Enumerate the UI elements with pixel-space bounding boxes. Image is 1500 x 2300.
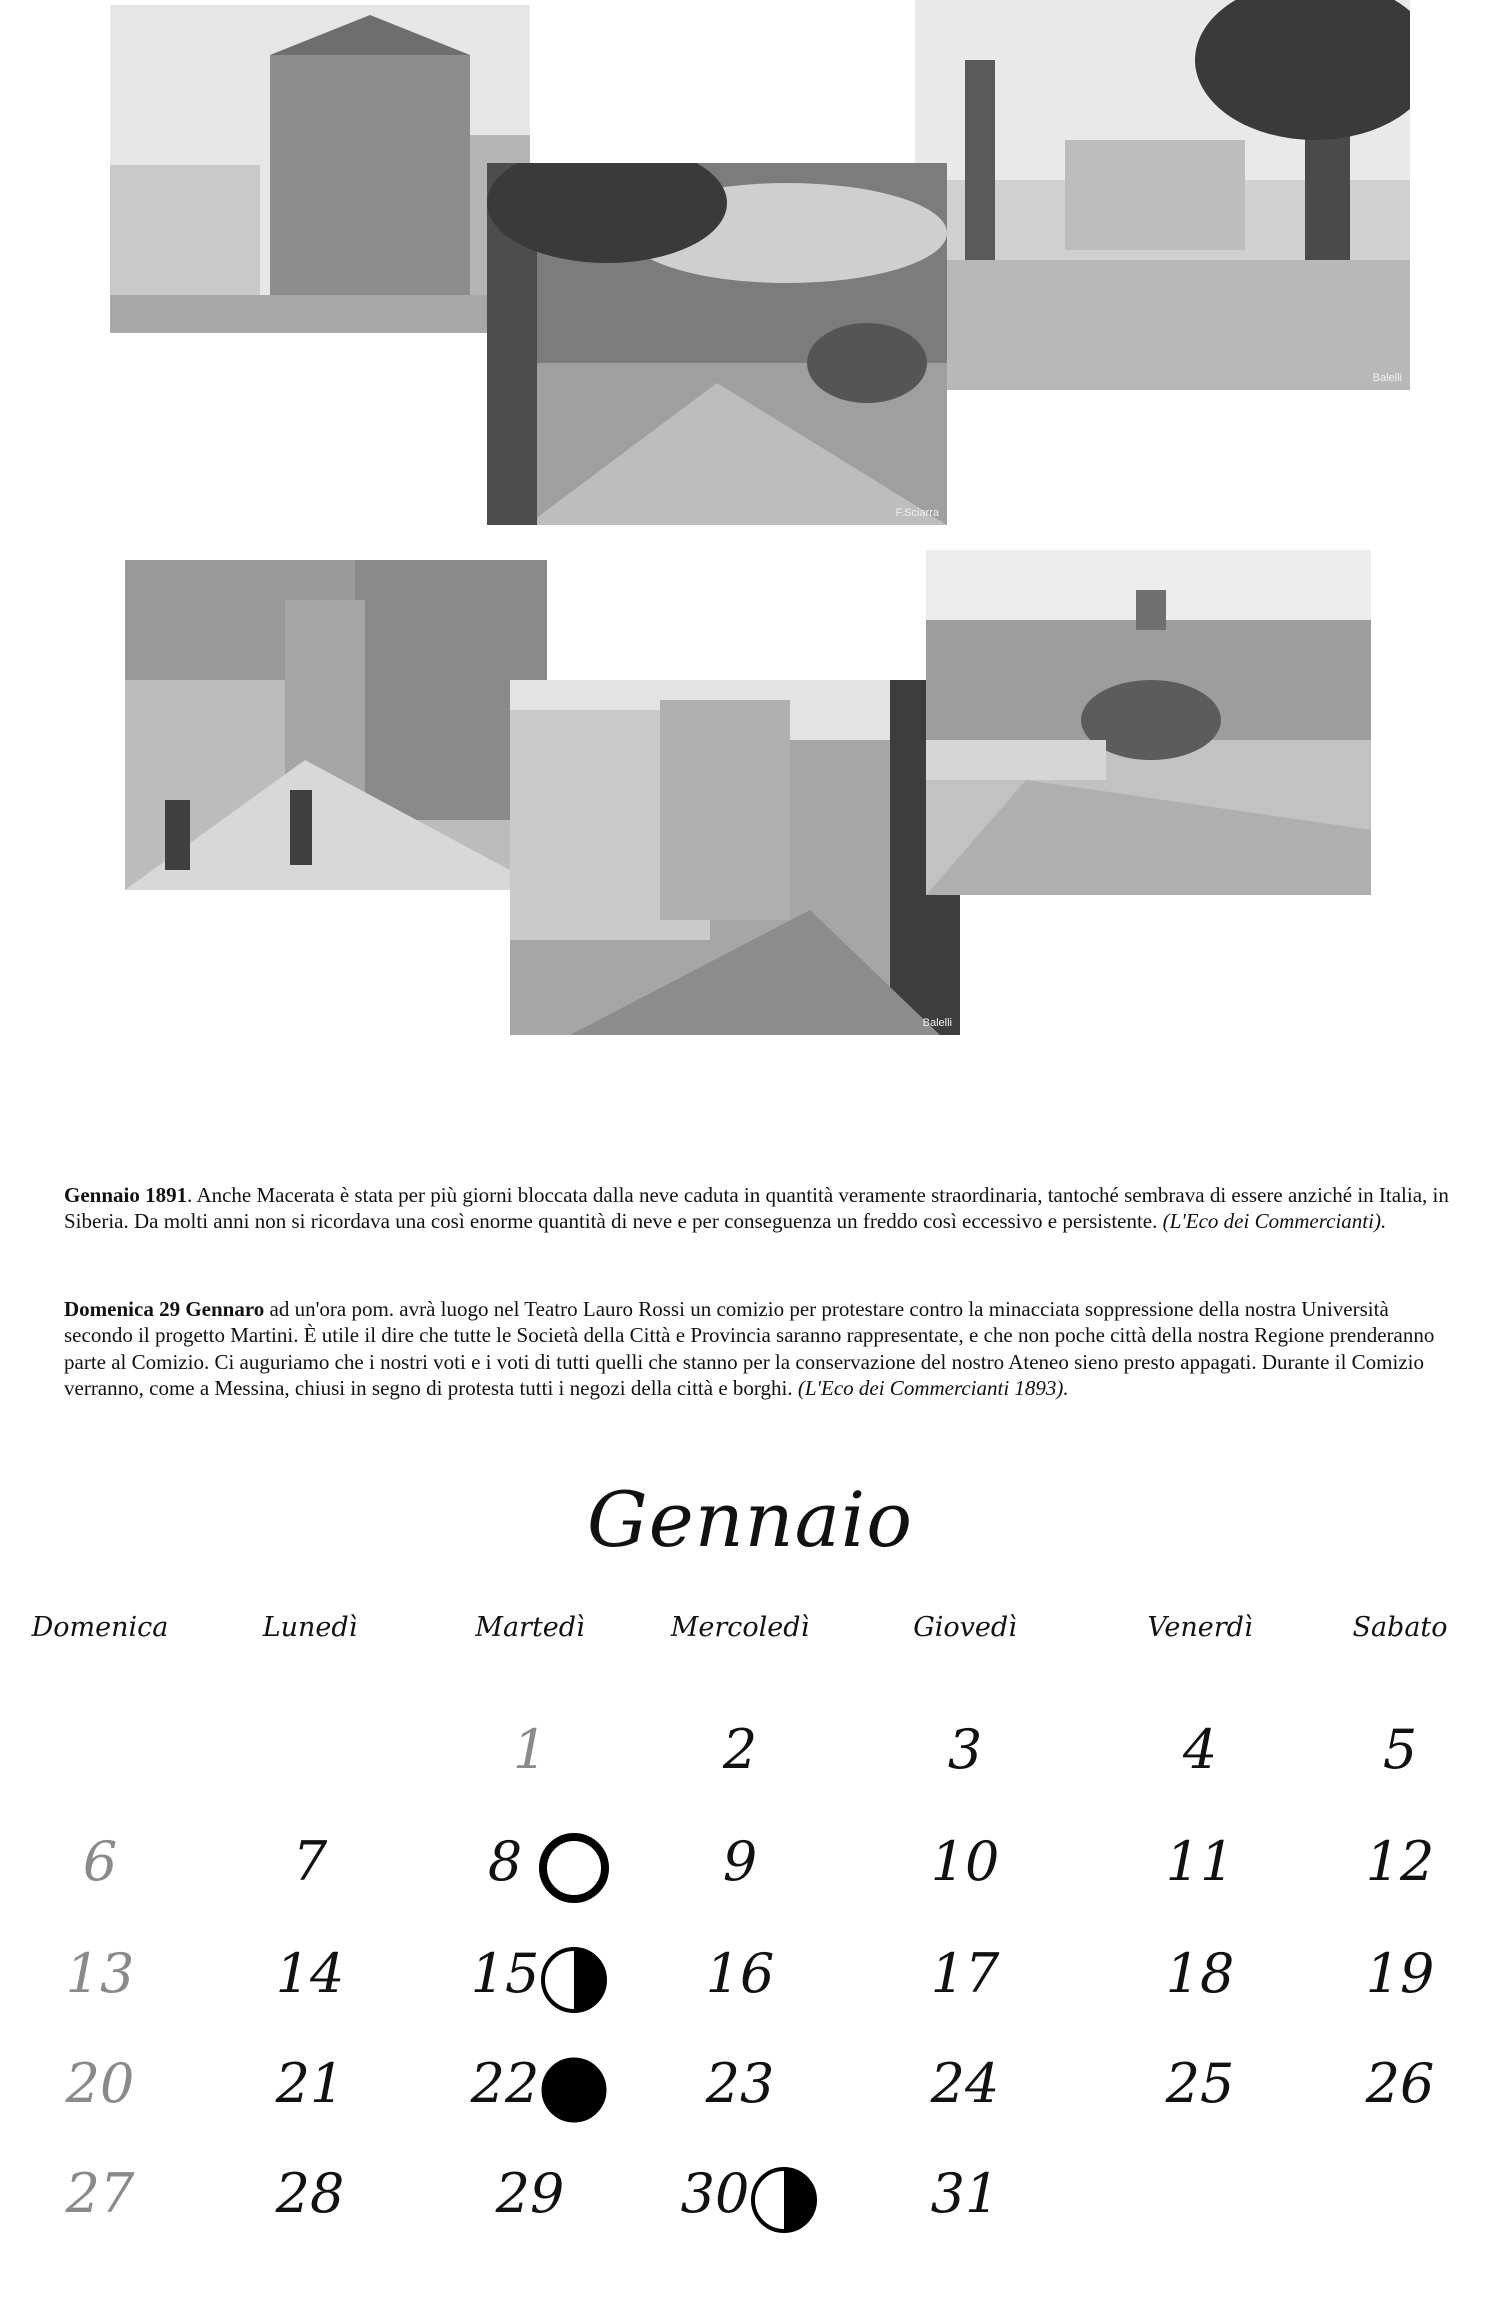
photo-church-building (110, 5, 530, 333)
calendar-day: 11 (1165, 1830, 1235, 1893)
month-title: Gennaio (587, 1475, 913, 1564)
moon-phase-first-quarter-icon (748, 2164, 820, 2236)
weekday-header: Lunedì (262, 1612, 358, 1643)
calendar-day: 17 (930, 1942, 1000, 2005)
calendar-day: 20 (65, 2052, 135, 2115)
calendar-day: 25 (1165, 2052, 1235, 2115)
paragraph-lead: Domenica 29 Gennaro (64, 1297, 265, 1321)
calendar-day: 1 (512, 1718, 548, 1781)
photo-mark: Balelli (1372, 372, 1402, 384)
calendar-day: 6 (82, 1830, 118, 1893)
calendar-day: 24 (930, 2052, 1000, 2115)
photo-mark: Balelli (922, 1017, 952, 1029)
calendar-day: 15 (470, 1942, 540, 2005)
weekday-header: Mercoledì (670, 1612, 810, 1643)
weekday-header: Martedì (475, 1612, 585, 1643)
calendar-day: 12 (1365, 1830, 1435, 1893)
calendar-day: 23 (705, 2052, 775, 2115)
history-paragraph-2 (64, 1296, 1454, 1401)
calendar-day: 22 (470, 2052, 540, 2115)
paragraph-source: (L'Eco dei Commercianti). (1162, 1209, 1387, 1234)
calendar-day: 8 (487, 1830, 523, 1893)
calendar-day: 7 (292, 1830, 328, 1893)
photo-hillside-street (125, 560, 547, 890)
photo-monument-square (915, 0, 1410, 390)
calendar-day: 18 (1165, 1942, 1235, 2005)
weekday-header: Giovedì (913, 1612, 1017, 1643)
calendar-day: 27 (65, 2162, 135, 2225)
calendar-day: 4 (1182, 1718, 1218, 1781)
calendar-day: 5 (1382, 1718, 1418, 1781)
weekday-header: Sabato (1352, 1612, 1448, 1643)
calendar-day: 16 (705, 1942, 775, 2005)
weekday-header: Venerdì (1147, 1612, 1253, 1643)
calendar-day: 13 (65, 1942, 135, 2005)
history-paragraph-1 (64, 1182, 1454, 1235)
photo-tree-lined-avenue (487, 163, 947, 525)
calendar-day: 3 (947, 1718, 983, 1781)
paragraph-source: (L'Eco dei Commercianti 1893). (797, 1375, 1069, 1400)
paragraph-body: . Anche Macerata è stata per più giorni bloccata dalla neve caduta in quantità veramente straordinaria, tantoché sembrava di essere anziché in Italia, in Siberia. Da molti anni non si ricordava una così enorme quantità di neve e per conseguenza un freddo così eccessivo e persistente. (64, 1183, 1449, 1234)
calendar-day: 14 (275, 1942, 345, 2005)
moon-phase-last-quarter-icon (538, 1944, 610, 2016)
photo-city-panorama (926, 550, 1371, 895)
weekday-header: Domenica (31, 1612, 169, 1643)
calendar-day: 9 (722, 1830, 758, 1893)
calendar-day: 29 (495, 2162, 565, 2225)
calendar-day: 21 (275, 2052, 345, 2115)
paragraph-body: ad un'ora pom. avrà luogo nel Teatro Lauro Rossi un comizio per protestare contro la minacciata soppressione della nostra Università secondo il progetto Martini. È utile il dire che tutte le Società della Città e Provincia saranno rappresentate, e che non poche città della nostra Regione prenderanno parte al Comizio. Ci auguriamo che i nostri voti e i voti di tutti quelli che stanno per la conservazione del nostro Ateneo sieno presto appagati. Durante il Comizio verranno, come a Messina, chiusi in segno di protesta tutti i negozi della città e borghi. (64, 1297, 1435, 1400)
calendar-day: 2 (722, 1718, 758, 1781)
calendar-day: 31 (930, 2162, 1000, 2225)
photo-cobblestone-street (510, 680, 960, 1035)
calendar-day: 19 (1365, 1942, 1435, 2005)
calendar-day: 10 (930, 1830, 1000, 1893)
photo-mark: F.Sciarra (895, 507, 939, 519)
paragraph-lead: Gennaio 1891 (64, 1183, 188, 1207)
calendar-day: 30 (680, 2162, 750, 2225)
calendar-day: 28 (275, 2162, 345, 2225)
moon-phase-new-icon (538, 2054, 610, 2126)
calendar-day: 26 (1365, 2052, 1435, 2115)
moon-phase-full-icon (538, 1832, 610, 1904)
